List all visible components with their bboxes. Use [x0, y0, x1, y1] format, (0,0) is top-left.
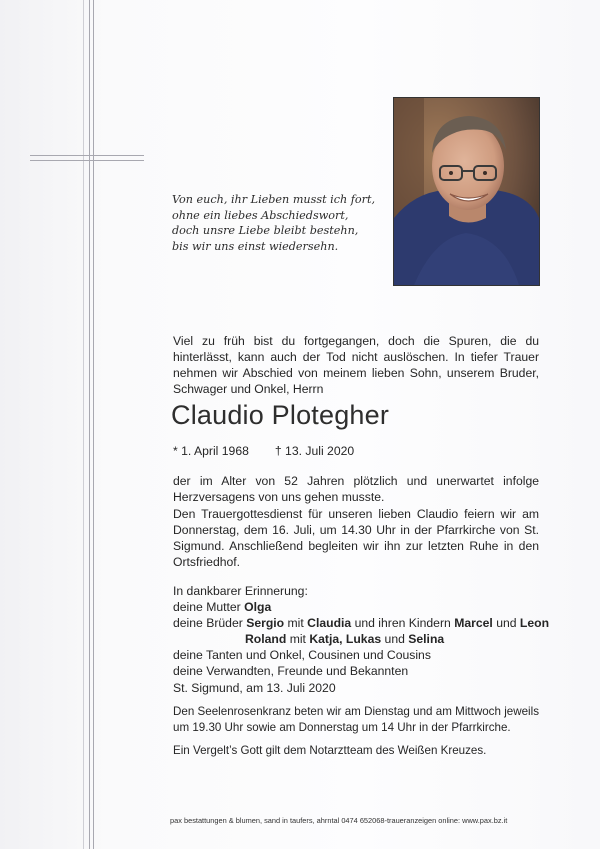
- intro-paragraph: Viel zu früh bist du fortgegangen, doch die Spuren, die du hinterlässt, kann auch der Tod nicht auslöschen. In tiefer Trauer nehmen wir Abschied von meinem lieben Sohn, unserem Bruder, Schwager und Onkel, Herrn: [173, 334, 539, 396]
- child-name: Leon: [519, 616, 550, 630]
- mother-prefix: deine Mutter: [173, 600, 245, 614]
- rosary-notice: Den Seelenrosenkranz beten wir am Dienstag und am Mittwoch jeweils um 19.30 Uhr sowie am Donnerstag um 14 Uhr in der Pfarrkirche.: [173, 705, 539, 734]
- cross-shadow-line: [83, 0, 84, 849]
- family-heading: In dankbarer Erinnerung:: [173, 584, 308, 598]
- place-date: St. Sigmund, am 13. Juli 2020: [173, 681, 336, 695]
- child-name: Marcel: [454, 616, 493, 630]
- poem-line: doch unsre Liebe bleibt bestehn,: [172, 224, 359, 237]
- birth-date: * 1. April 1968: [173, 444, 249, 458]
- thanks-note: Ein Vergelt’s Gott gilt dem Notarztteam des Weißen Kreuzes.: [173, 744, 487, 757]
- brother-name: Sergio: [246, 616, 285, 630]
- family-friends-row: deine Verwandten, Freunde und Bekannten: [173, 664, 409, 678]
- family-brother2-row: [173, 631, 539, 647]
- family-mother-row: [173, 599, 539, 615]
- connector-text: mit: [286, 632, 310, 646]
- family-brothers-row: [173, 615, 550, 631]
- connector-text: und: [381, 632, 409, 646]
- death-notice-text: der im Alter von 52 Jahren plötzlich und unerwartet infolge Herzversagens von uns gehen musste.: [173, 474, 539, 504]
- poem-line: Von euch, ihr Lieben musst ich fort,: [172, 193, 376, 206]
- mother-name: Olga: [244, 600, 272, 614]
- poem-line: ohne ein liebes Abschiedswort,: [172, 208, 349, 222]
- connector-text: und ihren Kindern: [351, 616, 455, 630]
- cross-horizontal-beam: [30, 155, 144, 161]
- portrait-photo: [393, 97, 540, 286]
- child-name: Selina: [408, 632, 445, 646]
- brothers-prefix: deine Brüder: [173, 616, 247, 630]
- spouse-name: Claudia: [307, 616, 352, 630]
- family-relatives-row: deine Tanten und Onkel, Cousinen und Cousins: [173, 648, 431, 662]
- memorial-poem: [172, 192, 382, 254]
- family-list: [173, 583, 550, 679]
- spouse-name: Katja, Lukas: [309, 632, 382, 646]
- portrait-image: [394, 98, 539, 285]
- deceased-name: Claudio Plotegher: [171, 400, 390, 430]
- footer-imprint: pax bestattungen & blumen, sand in taufers, ahrntal 0474 652068-traueranzeigen online: www.pax.bz.it: [170, 816, 508, 825]
- connector-text: mit: [284, 616, 308, 630]
- brother-name: Roland: [245, 632, 287, 646]
- poem-line: bis wir uns einst wiedersehn.: [172, 239, 339, 253]
- death-date: † 13. Juli 2020: [274, 444, 355, 458]
- life-dates: [173, 443, 539, 459]
- cross-vertical-beam: [89, 0, 95, 849]
- connector-text: und: [492, 616, 520, 630]
- funeral-service-paragraph: Den Trauergottesdienst für unseren lieben Claudio feiern wir am Donnerstag, dem 16. Juli, um 14.30 Uhr in der Pfarrkirche von St. Sigmund. Anschließend begleiten wir ihn zur letzten Ruhe in den Ortsfriedhof.: [173, 507, 539, 569]
